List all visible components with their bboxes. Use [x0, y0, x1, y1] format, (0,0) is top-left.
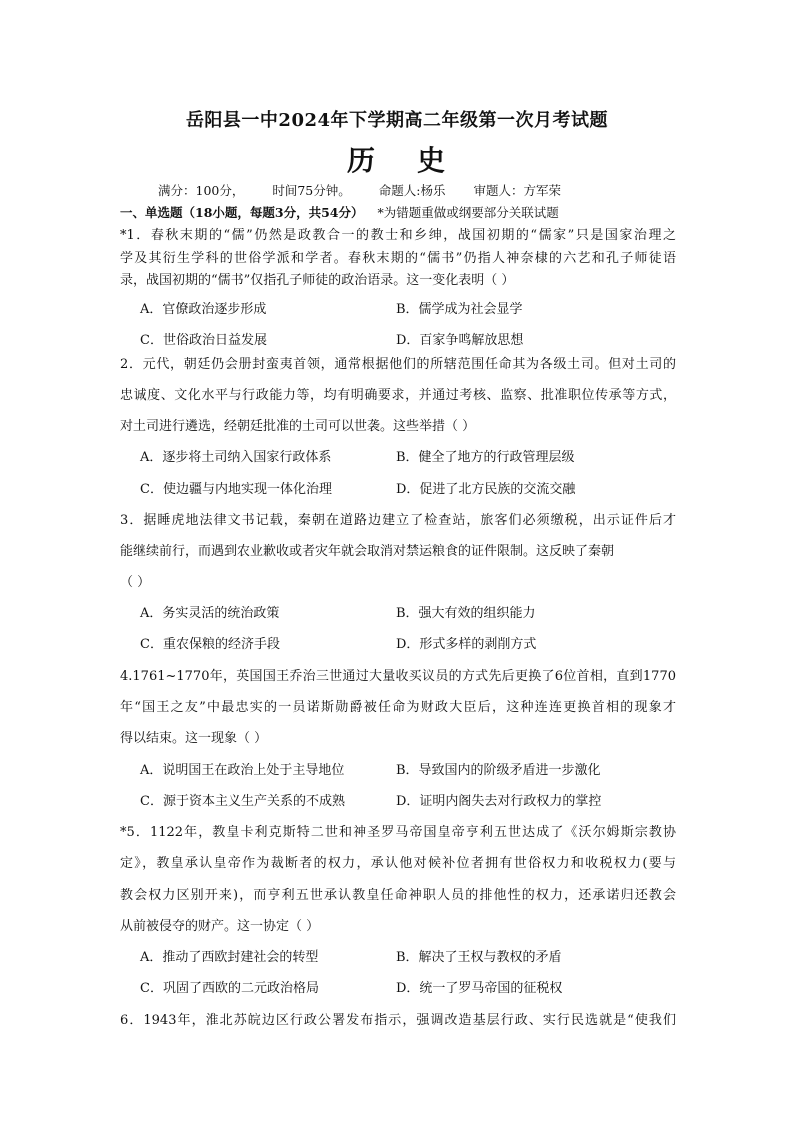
section-heading	[120, 203, 559, 221]
question-4-line-2: 年“国王之友”中最忠实的一员诺斯勋爵被任命为财政大臣后，这种连连更换首相的现象才	[120, 700, 676, 715]
question-3-line-3: （ ）	[120, 575, 151, 590]
question-4-line-3: 得以结束。这一现象（ ）	[120, 731, 268, 746]
question-5-option-b: B．解决了王权与教权的矛盾	[396, 950, 562, 965]
question-6-line-1: 6．1943年，淮北苏皖边区行政公署发布指示，强调改造基层行政、实行民选就是“使我们	[120, 1013, 676, 1028]
question-2-line-2: 忠诚度、文化水平与行政能力等，均有明确要求，并通过考核、监察、批准职位传承等方式，	[120, 388, 676, 403]
section-note: *为错题重做或纲要部分关联试题	[377, 205, 559, 220]
question-1-line-1: *1．春秋末期的“儒”仍然是政教合一的教士和乡绅，战国初期的“儒家”只是国家治理之	[120, 228, 676, 243]
question-4-option-d: D．证明内阁失去对行政权力的掌控	[396, 794, 602, 809]
question-4-line-1: 4.1761~1770年，英国国王乔治三世通过大量收买议员的方式先后更换了6位首相，直到1770	[120, 669, 676, 684]
subject-char-2: 史	[417, 144, 448, 177]
subject-char-1: 历	[346, 144, 377, 177]
question-5-line-2: 定》，教皇承认皇帝作为裁断者的权力，承认他对候补位者拥有世俗权力和收税权力(要与	[120, 856, 676, 871]
question-3-option-a: A．务实灵活的统治政策	[140, 606, 280, 621]
question-3-option-b: B．强大有效的组织能力	[396, 606, 536, 621]
question-2-option-d: D．促进了北方民族的交流交融	[396, 482, 576, 497]
subject-heading	[0, 139, 794, 179]
question-5-line-1: *5．1122年，教皇卡利克斯特二世和神圣罗马帝国皇帝亨利五世达成了《沃尔姆斯宗教协	[120, 825, 676, 840]
question-1-line-2: 学及其衍生学科的世俗学派和学者。春秋末期的“儒书”仍指人神奈棣的六艺和孔子师徒语	[120, 251, 676, 266]
question-1-option-b: B．儒学成为社会显学	[396, 302, 523, 317]
question-2-line-3: 对土司进行遴选，经朝廷批准的土司可以世袭。这些举措（ ）	[120, 419, 476, 434]
question-3-option-c: C．重农保粮的经济手段	[140, 637, 280, 652]
question-3-line-2: 能继续前行，而遇到农业歉收或者灾年就会取消对禁运粮食的证件限制。这反映了秦朝	[120, 544, 615, 559]
question-5-line-3: 教会权力区别开来)，而亨利五世承认教皇任命神职人员的排他性的权力，还承诺归还教会	[120, 888, 676, 903]
question-2-option-b: B．健全了地方的行政管理层级	[396, 450, 575, 465]
question-3-option-d: D．形式多样的剥削方式	[396, 637, 537, 652]
question-4-option-c: C．源于资本主义生产关系的不成熟	[140, 794, 345, 809]
question-1-option-d: D．百家争鸣解放思想	[396, 333, 524, 348]
question-5-option-d: D．统一了罗马帝国的征税权	[396, 981, 563, 996]
question-2-line-1: 2．元代，朝廷仍会册封蛮夷首领，通常根据他们的所辖范围任命其为各级土司。但对土司的	[120, 357, 676, 372]
section-label: 一、单选题（18小题，每题3分，共54分）	[120, 205, 364, 220]
question-5-option-c: C．巩固了西欧的二元政治格局	[140, 981, 319, 996]
meta-reviewer: 审题人：方军荣	[473, 183, 561, 198]
question-1-line-3: 录，战国初期的“儒书”仅指孔子师徒的政治语录。这一变化表明（ ）	[120, 273, 515, 288]
meta-author: 命题人:杨乐	[378, 183, 446, 198]
question-1-option-a: A．官僚政治逐步形成	[140, 302, 267, 317]
question-5-option-a: A．推动了西欧封建社会的转型	[140, 950, 319, 965]
exam-meta	[158, 181, 585, 199]
question-5-line-4: 从前被侵夺的财产。这一协定（ ）	[120, 919, 320, 934]
question-4-option-a: A．说明国王在政治上处于主导地位	[140, 763, 345, 778]
meta-score: 满分：100分，	[158, 183, 245, 198]
exam-title: 岳阳县一中2024年下学期高二年级第一次月考试题	[185, 110, 609, 131]
question-2-option-a: A．逐步将土司纳入国家行政体系	[140, 450, 332, 465]
question-1-option-c: C．世俗政治日益发展	[140, 333, 267, 348]
question-3-line-1: 3．据睡虎地法律文书记载，秦朝在道路边建立了检查站，旅客们必须缴税，出示证件后才	[120, 513, 676, 528]
meta-time: 时间75分钟。	[272, 183, 351, 198]
question-4-option-b: B．导致国内的阶级矛盾进一步激化	[396, 763, 601, 778]
question-2-option-c: C．使边疆与内地实现一体化治理	[140, 482, 332, 497]
